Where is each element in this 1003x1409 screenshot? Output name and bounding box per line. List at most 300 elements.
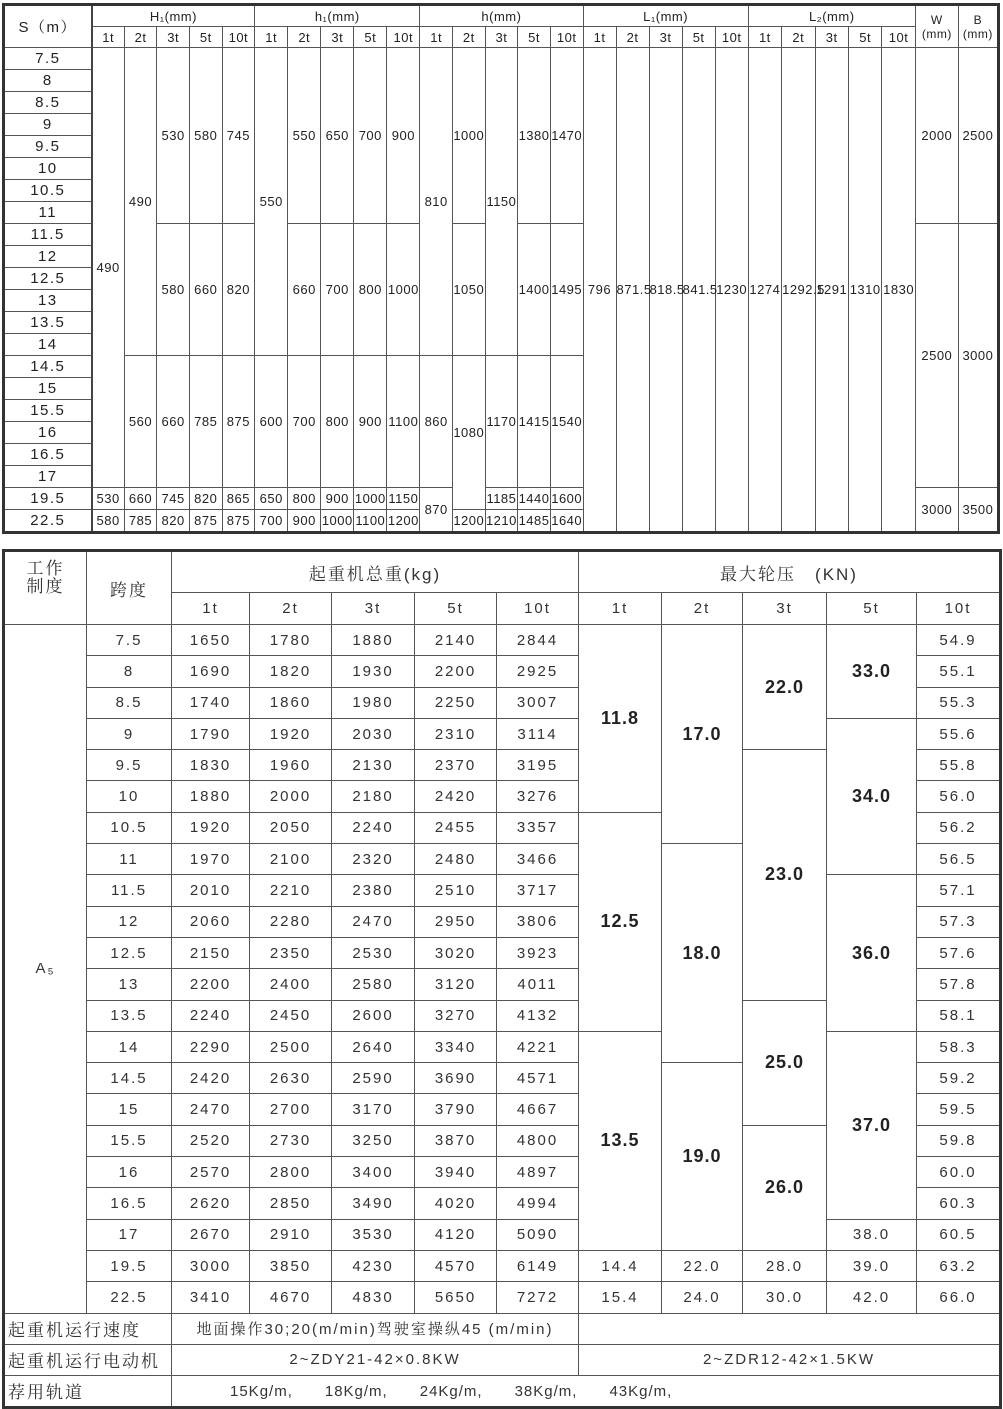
pressure-cell: 54.9 — [917, 625, 1001, 656]
speed-value: 地面操作30;20(m/min)驾驶室操纵45 (m/min) — [172, 1313, 579, 1344]
dimension-cell: 700 — [354, 48, 387, 224]
tonnage-header: 1t — [748, 27, 781, 48]
dimension-cell: 1440 — [518, 488, 551, 510]
dimension-cell: 1000 — [354, 488, 387, 510]
span-value: 15 — [4, 378, 92, 400]
pressure-cell: 24.0 — [662, 1282, 743, 1313]
pressure-cell: 22.0 — [662, 1250, 743, 1281]
pressure-cell: 25.0 — [743, 1000, 827, 1125]
pressure-cell: 34.0 — [827, 718, 917, 874]
weight-cell: 3270 — [415, 1000, 497, 1031]
weight-cell: 3466 — [497, 844, 579, 875]
weight-cell: 2510 — [415, 875, 497, 906]
span-value: 8 — [4, 70, 92, 92]
dimension-cell: 1600 — [550, 488, 583, 510]
span-value: 22.5 — [4, 510, 92, 533]
pressure-cell: 55.6 — [917, 718, 1001, 749]
weight-cell: 2050 — [250, 812, 332, 843]
weight-cell: 3250 — [332, 1125, 415, 1156]
weight-cell: 2180 — [332, 781, 415, 812]
speed-empty — [579, 1313, 1001, 1344]
weight-cell: 3690 — [415, 1063, 497, 1094]
pressure-cell: 30.0 — [743, 1282, 827, 1313]
weight-cell: 3357 — [497, 812, 579, 843]
dimension-cell: 1050 — [452, 224, 485, 356]
weight-cell: 4221 — [497, 1031, 579, 1062]
weight-cell: 1780 — [250, 625, 332, 656]
dimension-cell: 1400 — [518, 224, 551, 356]
tonnage-header: 3t — [815, 27, 848, 48]
span-value: 16.5 — [87, 1188, 172, 1219]
weight-cell: 1860 — [250, 687, 332, 718]
span-header: S（m） — [4, 5, 92, 48]
tonnage-header: 1t — [579, 593, 662, 625]
span-value: 10.5 — [4, 180, 92, 202]
weight-cell: 3790 — [415, 1094, 497, 1125]
dimension-cell: 660 — [157, 356, 190, 488]
dimension-cell: 1150 — [485, 48, 518, 356]
pressure-cell: 42.0 — [827, 1282, 917, 1313]
dimension-cell: 1200 — [452, 510, 485, 533]
dimension-cell: 660 — [189, 224, 222, 356]
weight-cell: 4571 — [497, 1063, 579, 1094]
span-value: 10 — [4, 158, 92, 180]
span-value: 15.5 — [4, 400, 92, 422]
weight-cell: 3850 — [250, 1250, 332, 1281]
dimension-cell: 1830 — [882, 48, 915, 533]
weight-cell: 2150 — [172, 937, 250, 968]
weight-cell: 4800 — [497, 1125, 579, 1156]
dimension-cell: 1000 — [321, 510, 354, 533]
weight-cell: 4830 — [332, 1282, 415, 1313]
span-value: 17 — [4, 466, 92, 488]
tonnage-header: 3t — [485, 27, 518, 48]
weight-cell: 1830 — [172, 750, 250, 781]
b-header: B (mm) — [958, 5, 998, 48]
dimension-cell: 700 — [255, 510, 288, 533]
pressure-cell: 57.3 — [917, 906, 1001, 937]
dimension-cell: 660 — [124, 488, 157, 510]
table-row — [4, 1219, 1001, 1250]
span-value: 9 — [87, 718, 172, 749]
pressure-cell: 58.3 — [917, 1031, 1001, 1062]
span-value: 11 — [4, 202, 92, 224]
weight-cell: 2350 — [250, 937, 332, 968]
dimension-cell: 600 — [255, 356, 288, 488]
weight-cell: 3276 — [497, 781, 579, 812]
tonnage-header: 5t — [415, 593, 497, 625]
weight-cell: 1650 — [172, 625, 250, 656]
weight-cell: 2130 — [332, 750, 415, 781]
dimension-cell: 745 — [157, 488, 190, 510]
weight-cell: 2060 — [172, 906, 250, 937]
tonnage-header: 5t — [848, 27, 881, 48]
span-value: 13.5 — [87, 1000, 172, 1031]
weight-cell: 1880 — [172, 781, 250, 812]
pressure-cell: 59.8 — [917, 1125, 1001, 1156]
pressure-cell: 59.5 — [917, 1094, 1001, 1125]
dimension-cell: 560 — [124, 356, 157, 488]
rail-value: 15Kg/m, 18Kg/m, 24Kg/m, 38Kg/m, 43Kg/m, — [172, 1375, 1001, 1407]
weight-cell: 1790 — [172, 718, 250, 749]
weight-cell: 3000 — [172, 1250, 250, 1281]
weight-cell: 2630 — [250, 1063, 332, 1094]
tonnage-header: 3t — [743, 593, 827, 625]
weight-cell: 3007 — [497, 687, 579, 718]
span-value: 12.5 — [4, 268, 92, 290]
pressure-cell: 60.5 — [917, 1219, 1001, 1250]
span-value: 13 — [4, 290, 92, 312]
dimension-table — [2, 3, 1000, 534]
tonnage-header: 1t — [92, 27, 125, 48]
dimension-cell: 796 — [583, 48, 616, 533]
weight-cell: 1960 — [250, 750, 332, 781]
weight-cell: 2370 — [415, 750, 497, 781]
table-row — [4, 1031, 1001, 1062]
weight-cell: 2200 — [172, 969, 250, 1000]
span-value: 11 — [87, 844, 172, 875]
dimension-cell: 700 — [288, 356, 321, 488]
pressure-cell: 26.0 — [743, 1125, 827, 1250]
weight-cell: 1980 — [332, 687, 415, 718]
pressure-cell: 55.1 — [917, 656, 1001, 687]
weight-cell: 2240 — [172, 1000, 250, 1031]
pressure-cell: 57.1 — [917, 875, 1001, 906]
dimension-cell: 1415 — [518, 356, 551, 488]
span-value: 10 — [87, 781, 172, 812]
footer-row — [4, 1344, 1001, 1375]
tonnage-header: 3t — [332, 593, 415, 625]
pressure-cell: 58.1 — [917, 1000, 1001, 1031]
tonnage-header: 2t — [782, 27, 815, 48]
dimension-cell: 1200 — [387, 510, 420, 533]
span-value: 11.5 — [4, 224, 92, 246]
weight-cell: 2000 — [250, 781, 332, 812]
pressure-cell: 57.6 — [917, 937, 1001, 968]
dimension-cell: 1000 — [387, 224, 420, 356]
weight-cell: 3410 — [172, 1282, 250, 1313]
weight-cell: 2250 — [415, 687, 497, 718]
dimension-cell: 1100 — [387, 356, 420, 488]
weight-cell: 2910 — [250, 1219, 332, 1250]
tonnage-header: 5t — [827, 593, 917, 625]
span-value: 14.5 — [87, 1063, 172, 1094]
dimension-cell: 1230 — [715, 48, 748, 533]
pressure-cell: 63.2 — [917, 1250, 1001, 1281]
pressure-cell: 13.5 — [579, 1031, 662, 1250]
pressure-cell: 39.0 — [827, 1250, 917, 1281]
footer-row — [4, 1313, 1001, 1344]
weight-cell: 1930 — [332, 656, 415, 687]
pressure-cell: 14.4 — [579, 1250, 662, 1281]
span-value: 17 — [87, 1219, 172, 1250]
tonnage-header: 3t — [157, 27, 190, 48]
weight-cell: 2420 — [415, 781, 497, 812]
weight-cell: 3114 — [497, 718, 579, 749]
weight-cell: 4230 — [332, 1250, 415, 1281]
pressure-cell: 56.5 — [917, 844, 1001, 875]
weight-cell: 3530 — [332, 1219, 415, 1250]
tonnage-header: 1t — [583, 27, 616, 48]
dimension-cell: 875 — [189, 510, 222, 533]
tonnage-header: 2t — [124, 27, 157, 48]
weight-cell: 1820 — [250, 656, 332, 687]
dimension-cell: 650 — [321, 48, 354, 224]
weight-cell: 3490 — [332, 1188, 415, 1219]
weight-cell: 2450 — [250, 1000, 332, 1031]
weight-cell: 2500 — [250, 1031, 332, 1062]
span-value: 16 — [87, 1157, 172, 1188]
tonnage-header: 10t — [715, 27, 748, 48]
dimension-cell: 820 — [222, 224, 255, 356]
weight-cell: 1920 — [172, 812, 250, 843]
dimension-cell: 875 — [222, 510, 255, 533]
dimension-cell: 785 — [124, 510, 157, 533]
dimension-cell: 490 — [124, 48, 157, 356]
weight-cell: 2380 — [332, 875, 415, 906]
span-value: 7.5 — [4, 48, 92, 70]
weight-cell: 5650 — [415, 1282, 497, 1313]
pressure-cell: 33.0 — [827, 625, 917, 719]
motor-right: 2~ZDR12-42×1.5KW — [579, 1344, 1001, 1375]
tonnage-header: 1t — [420, 27, 453, 48]
weight-cell: 3120 — [415, 969, 497, 1000]
weight-cell: 4132 — [497, 1000, 579, 1031]
dimension-cell: 1100 — [354, 510, 387, 533]
dimension-cell: 900 — [288, 510, 321, 533]
weight-cell: 3923 — [497, 937, 579, 968]
weight-cell: 2290 — [172, 1031, 250, 1062]
dimension-cell: 870 — [420, 488, 453, 533]
weight-cell: 2470 — [172, 1094, 250, 1125]
motor-left: 2~ZDY21-42×0.8KW — [172, 1344, 579, 1375]
tonnage-header: 3t — [649, 27, 682, 48]
group-header-h: h(mm) — [420, 5, 583, 27]
weight-cell: 2850 — [250, 1188, 332, 1219]
dimension-cell: 1080 — [452, 356, 485, 510]
dimension-cell: 490 — [92, 48, 125, 488]
dimension-cell: 550 — [288, 48, 321, 224]
dimension-cell: 1185 — [485, 488, 518, 510]
weight-cell: 4667 — [497, 1094, 579, 1125]
weight-cell: 3806 — [497, 906, 579, 937]
group-header-L2: L₂(mm) — [748, 5, 915, 27]
dimension-cell: 1170 — [485, 356, 518, 488]
weight-cell: 2640 — [332, 1031, 415, 1062]
table-row — [4, 1250, 1001, 1281]
dimension-cell: 1292.5 — [782, 48, 815, 533]
weight-cell: 2420 — [172, 1063, 250, 1094]
dimension-cell: 820 — [189, 488, 222, 510]
span-value: 22.5 — [87, 1282, 172, 1313]
dimension-cell: 700 — [321, 224, 354, 356]
weight-cell: 4120 — [415, 1219, 497, 1250]
dimension-cell: 580 — [92, 510, 125, 533]
dimension-cell: 3500 — [958, 488, 998, 533]
pressure-cell: 22.0 — [743, 625, 827, 750]
pressure-cell: 37.0 — [827, 1031, 917, 1219]
group-header-H1: H₁(mm) — [92, 5, 255, 27]
weight-cell: 1920 — [250, 718, 332, 749]
span-value: 14.5 — [4, 356, 92, 378]
pressure-cell: 60.0 — [917, 1157, 1001, 1188]
weight-cell: 2950 — [415, 906, 497, 937]
dimension-cell: 1470 — [550, 48, 583, 224]
weight-cell: 2100 — [250, 844, 332, 875]
weight-cell: 2800 — [250, 1157, 332, 1188]
weight-cell: 2600 — [332, 1000, 415, 1031]
pressure-header: 最大轮压 (KN) — [579, 551, 1001, 593]
tonnage-header: 10t — [882, 27, 915, 48]
dimension-cell: 660 — [288, 224, 321, 356]
span-value: 8.5 — [87, 687, 172, 718]
span-value: 14 — [87, 1031, 172, 1062]
weight-cell: 6149 — [497, 1250, 579, 1281]
pressure-cell: 17.0 — [662, 625, 743, 844]
weight-cell: 2140 — [415, 625, 497, 656]
weight-cell: 2570 — [172, 1157, 250, 1188]
tonnage-header: 10t — [917, 593, 1001, 625]
pressure-cell: 15.4 — [579, 1282, 662, 1313]
pressure-cell: 12.5 — [579, 812, 662, 1031]
weight-cell: 2925 — [497, 656, 579, 687]
tonnage-header: 10t — [550, 27, 583, 48]
tonnage-header: 3t — [321, 27, 354, 48]
dimension-cell: 550 — [255, 48, 288, 356]
pressure-cell: 28.0 — [743, 1250, 827, 1281]
span-value: 12 — [4, 246, 92, 268]
dimension-cell: 800 — [354, 224, 387, 356]
weight-cell: 2455 — [415, 812, 497, 843]
duty-class: A₅ — [4, 625, 87, 1314]
pressure-cell: 56.0 — [917, 781, 1001, 812]
span-value: 14 — [4, 334, 92, 356]
dimension-cell: 3000 — [958, 224, 998, 488]
dimension-cell: 860 — [420, 356, 453, 488]
dimension-cell: 1291 — [815, 48, 848, 533]
w-header: W (mm) — [915, 5, 958, 48]
weight-cell: 2320 — [332, 844, 415, 875]
span-header: 跨度 — [87, 551, 172, 625]
dimension-cell: 1640 — [550, 510, 583, 533]
dimension-cell: 875 — [222, 356, 255, 488]
weight-cell: 4994 — [497, 1188, 579, 1219]
weight-cell: 2470 — [332, 906, 415, 937]
pressure-cell: 11.8 — [579, 625, 662, 813]
span-value: 8 — [87, 656, 172, 687]
rail-label: 荐用轨道 — [4, 1375, 172, 1407]
table-row — [4, 1282, 1001, 1313]
weight-cell: 2700 — [250, 1094, 332, 1125]
span-value: 9.5 — [87, 750, 172, 781]
weight-cell: 1970 — [172, 844, 250, 875]
tonnage-header: 10t — [497, 593, 579, 625]
pressure-cell: 57.8 — [917, 969, 1001, 1000]
pressure-cell: 59.2 — [917, 1063, 1001, 1094]
weight-cell: 2240 — [332, 812, 415, 843]
dimension-cell: 871.5 — [616, 48, 649, 533]
dimension-cell: 2500 — [915, 224, 958, 488]
span-value: 9 — [4, 114, 92, 136]
weight-cell: 2010 — [172, 875, 250, 906]
table-row — [4, 48, 999, 70]
weight-cell: 3020 — [415, 937, 497, 968]
tonnage-header: 10t — [387, 27, 420, 48]
span-value: 13 — [87, 969, 172, 1000]
tonnage-header: 2t — [250, 593, 332, 625]
weight-cell: 2030 — [332, 718, 415, 749]
pressure-cell: 55.3 — [917, 687, 1001, 718]
dimension-cell: 1380 — [518, 48, 551, 224]
tonnage-header: 2t — [452, 27, 485, 48]
weight-cell: 2210 — [250, 875, 332, 906]
dimension-cell: 530 — [157, 48, 190, 224]
weight-cell: 1880 — [332, 625, 415, 656]
span-value: 16 — [4, 422, 92, 444]
dimension-cell: 2000 — [915, 48, 958, 224]
dimension-cell: 800 — [321, 356, 354, 488]
tonnage-header: 5t — [518, 27, 551, 48]
table-row — [4, 625, 1001, 656]
weight-header: 起重机总重(kg) — [172, 551, 579, 593]
dimension-cell: 1485 — [518, 510, 551, 533]
weight-cell: 7272 — [497, 1282, 579, 1313]
dimension-cell: 800 — [288, 488, 321, 510]
pressure-cell: 60.3 — [917, 1188, 1001, 1219]
weight-cell: 2730 — [250, 1125, 332, 1156]
weight-cell: 5090 — [497, 1219, 579, 1250]
tonnage-header: 10t — [222, 27, 255, 48]
tonnage-header: 5t — [354, 27, 387, 48]
weight-cell: 2280 — [250, 906, 332, 937]
dimension-cell: 900 — [387, 48, 420, 224]
weight-cell: 3717 — [497, 875, 579, 906]
span-value: 13.5 — [4, 312, 92, 334]
pressure-cell: 19.0 — [662, 1063, 743, 1251]
weight-cell: 4570 — [415, 1250, 497, 1281]
weight-cell: 3940 — [415, 1157, 497, 1188]
span-value: 10.5 — [87, 812, 172, 843]
weight-cell: 3340 — [415, 1031, 497, 1062]
footer-row — [4, 1375, 1001, 1407]
tonnage-header: 2t — [616, 27, 649, 48]
span-value: 7.5 — [87, 625, 172, 656]
span-value: 12 — [87, 906, 172, 937]
dimension-cell: 1310 — [848, 48, 881, 533]
duty-header: 工作 制度 — [4, 551, 87, 625]
dimension-cell: 900 — [354, 356, 387, 488]
dimension-cell: 1150 — [387, 488, 420, 510]
dimension-cell: 865 — [222, 488, 255, 510]
dimension-cell: 820 — [157, 510, 190, 533]
weight-cell: 1690 — [172, 656, 250, 687]
weight-cell: 2400 — [250, 969, 332, 1000]
tonnage-header: 1t — [172, 593, 250, 625]
weight-cell: 3400 — [332, 1157, 415, 1188]
weight-cell: 2310 — [415, 718, 497, 749]
dimension-cell: 810 — [420, 48, 453, 356]
motor-label: 起重机运行电动机 — [4, 1344, 172, 1375]
tonnage-header-row — [4, 27, 999, 48]
weight-cell: 2620 — [172, 1188, 250, 1219]
dimension-cell: 580 — [157, 224, 190, 356]
pressure-cell: 66.0 — [917, 1282, 1001, 1313]
span-value: 9.5 — [4, 136, 92, 158]
span-value: 15.5 — [87, 1125, 172, 1156]
dimension-cell: 580 — [189, 48, 222, 224]
span-value: 15 — [87, 1094, 172, 1125]
weight-cell: 2480 — [415, 844, 497, 875]
